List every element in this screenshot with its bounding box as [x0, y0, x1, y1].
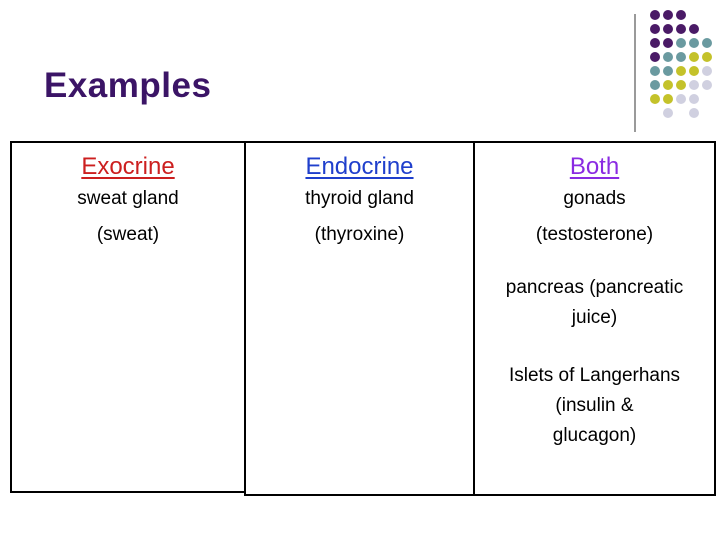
dot: [663, 108, 673, 118]
dot: [689, 52, 699, 62]
dot: [650, 38, 660, 48]
dot: [689, 94, 699, 104]
dot: [676, 66, 686, 76]
dot: [663, 38, 673, 48]
dot: [676, 80, 686, 90]
dot: [650, 94, 660, 104]
dot: [689, 24, 699, 34]
pancreas-line-2: juice): [571, 307, 618, 328]
endocrine-secretion: (thyroxine): [314, 224, 405, 245]
dot: [702, 38, 712, 48]
exocrine-example: sweat gland: [77, 188, 179, 209]
exocrine-heading: Exocrine: [81, 153, 175, 180]
dot: [676, 24, 686, 34]
both-example: gonads: [563, 188, 626, 209]
pancreas-line-1: pancreas (pancreatic: [505, 277, 684, 298]
pancreas-block: [475, 273, 714, 333]
dot: [650, 66, 660, 76]
dot: [689, 80, 699, 90]
islets-line-2: (insulin &: [555, 395, 634, 416]
dot: [663, 80, 673, 90]
dot: [663, 94, 673, 104]
both-column: [473, 141, 716, 496]
dot: [676, 94, 686, 104]
dot: [676, 52, 686, 62]
endocrine-heading: Endocrine: [305, 153, 414, 180]
dot: [663, 66, 673, 76]
dot: [702, 66, 712, 76]
exocrine-column: [10, 141, 246, 493]
dot: [676, 38, 686, 48]
islets-line-1: Islets of Langerhans: [508, 365, 681, 386]
dot: [689, 66, 699, 76]
dot: [702, 52, 712, 62]
dot: [663, 10, 673, 20]
page-title: Examples: [44, 66, 212, 105]
endocrine-example: thyroid gland: [305, 188, 414, 209]
dot: [650, 52, 660, 62]
endocrine-column: [244, 141, 475, 496]
dot: [702, 80, 712, 90]
both-secretion: (testosterone): [535, 224, 654, 245]
dot: [650, 24, 660, 34]
divider-line: [634, 14, 636, 132]
islets-line-3: glucagon): [552, 425, 637, 446]
both-heading: Both: [569, 153, 620, 180]
dot: [650, 80, 660, 90]
dot: [663, 24, 673, 34]
dot: [650, 10, 660, 20]
dot: [676, 10, 686, 20]
dot: [689, 108, 699, 118]
dot: [689, 38, 699, 48]
exocrine-secretion: (sweat): [96, 224, 160, 245]
islets-block: [475, 361, 714, 451]
dot: [663, 52, 673, 62]
